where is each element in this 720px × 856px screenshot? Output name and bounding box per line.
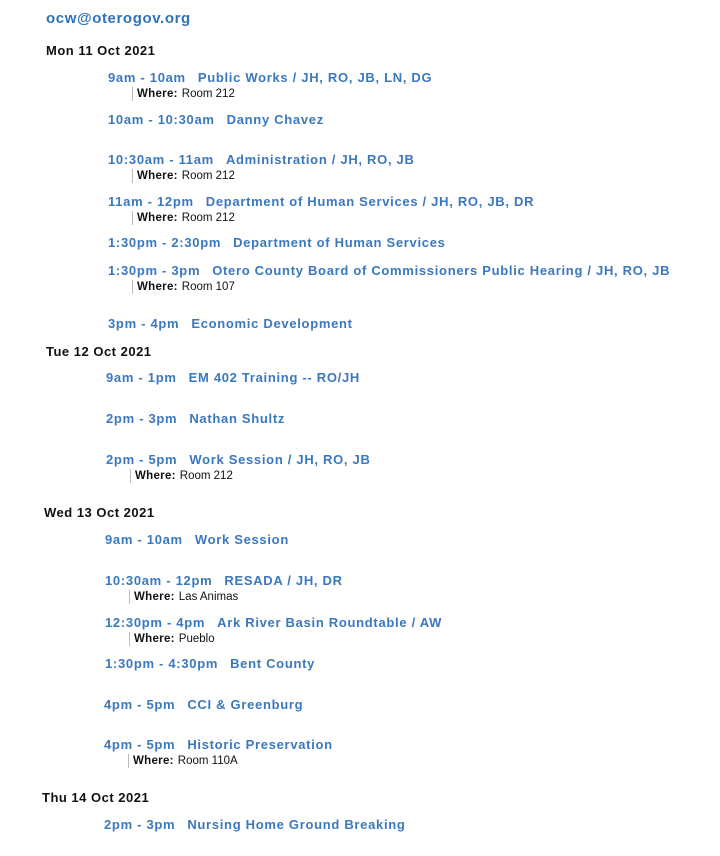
- event-title: Nursing Home Ground Breaking: [187, 817, 406, 832]
- event-title: Ark River Basin Roundtable / AW: [217, 615, 443, 630]
- event-time: 9am - 10am: [108, 70, 186, 85]
- calendar-event: [108, 263, 670, 294]
- where-label: Where:: [133, 755, 174, 767]
- event-time: 12:30pm - 4pm: [105, 615, 206, 630]
- calendar-event: [108, 235, 446, 250]
- event-title: Work Session: [194, 532, 289, 547]
- event-location: [132, 87, 432, 101]
- event-time: 4pm - 5pm: [104, 737, 176, 752]
- calendar-event: [106, 370, 360, 385]
- where-label: Where:: [134, 591, 175, 603]
- event-title: Bent County: [230, 656, 316, 671]
- calendar-event: [104, 737, 333, 768]
- event-time: 2pm - 3pm: [106, 411, 178, 426]
- calendar-event: [108, 112, 324, 127]
- day-heading: Mon 11 Oct 2021: [46, 43, 156, 58]
- calendar-event: [106, 452, 371, 483]
- event-title: Department of Human Services / JH, RO, JB, DR: [205, 194, 535, 209]
- where-label: Where:: [137, 212, 178, 224]
- where-label: Where:: [137, 170, 178, 182]
- day-heading: Tue 12 Oct 2021: [46, 344, 152, 359]
- location-value: Pueblo: [178, 633, 215, 645]
- event-location: [129, 590, 343, 604]
- event-time: 1:30pm - 4:30pm: [105, 656, 219, 671]
- calendar-event: [108, 70, 432, 101]
- header-email: ocw@oterogov.org: [46, 10, 191, 27]
- event-title: Danny Chavez: [226, 112, 324, 127]
- event-time: 4pm - 5pm: [104, 697, 176, 712]
- event-title: Public Works / JH, RO, JB, LN, DG: [197, 70, 433, 85]
- event-time: 3pm - 4pm: [108, 316, 180, 331]
- location-value: Room 107: [181, 281, 235, 293]
- location-value: Room 212: [181, 212, 235, 224]
- event-title: Work Session / JH, RO, JB: [189, 452, 371, 467]
- location-value: Room 212: [181, 170, 235, 182]
- event-title: RESADA / JH, DR: [224, 573, 343, 588]
- event-location: [128, 754, 333, 768]
- event-location: [132, 211, 534, 225]
- event-title: Nathan Shultz: [189, 411, 286, 426]
- location-value: Room 212: [181, 88, 235, 100]
- where-label: Where:: [135, 470, 176, 482]
- event-time: 11am - 12pm: [108, 194, 194, 209]
- calendar-event: [105, 532, 289, 547]
- event-location: [129, 632, 442, 646]
- event-title: Department of Human Services: [233, 235, 446, 250]
- where-label: Where:: [134, 633, 175, 645]
- event-title: Economic Development: [191, 316, 353, 331]
- event-time: 10:30am - 11am: [108, 152, 214, 167]
- event-location: [132, 169, 415, 183]
- event-time: 10am - 10:30am: [108, 112, 215, 127]
- event-title: EM 402 Training -- RO/JH: [188, 370, 360, 385]
- event-time: 2pm - 5pm: [106, 452, 178, 467]
- calendar-event: [104, 697, 303, 712]
- calendar-event: [104, 817, 406, 832]
- event-time: 9am - 10am: [105, 532, 183, 547]
- calendar-event: [108, 152, 415, 183]
- event-title: CCI & Greenburg: [187, 697, 304, 712]
- location-value: Room 110A: [177, 755, 238, 767]
- event-time: 1:30pm - 3pm: [108, 263, 201, 278]
- calendar-event: [105, 656, 315, 671]
- event-title: Otero County Board of Commissioners Public Hearing / JH, RO, JB: [212, 263, 671, 278]
- calendar-event: [105, 573, 343, 604]
- location-value: Las Animas: [178, 591, 239, 603]
- where-label: Where:: [137, 281, 178, 293]
- event-title: Historic Preservation: [187, 737, 333, 752]
- calendar-event: [108, 316, 353, 331]
- event-time: 10:30am - 12pm: [105, 573, 213, 588]
- location-value: Room 212: [179, 470, 233, 482]
- event-title: Administration / JH, RO, JB: [225, 152, 415, 167]
- event-time: 9am - 1pm: [106, 370, 177, 385]
- calendar-event: [106, 411, 285, 426]
- event-time: 2pm - 3pm: [104, 817, 176, 832]
- calendar-event: [105, 615, 442, 646]
- calendar-event: [108, 194, 534, 225]
- day-heading: Wed 13 Oct 2021: [44, 505, 155, 520]
- event-time: 1:30pm - 2:30pm: [108, 235, 222, 250]
- event-location: [132, 280, 670, 294]
- day-heading: Thu 14 Oct 2021: [42, 790, 150, 805]
- where-label: Where:: [137, 88, 178, 100]
- event-location: [130, 469, 371, 483]
